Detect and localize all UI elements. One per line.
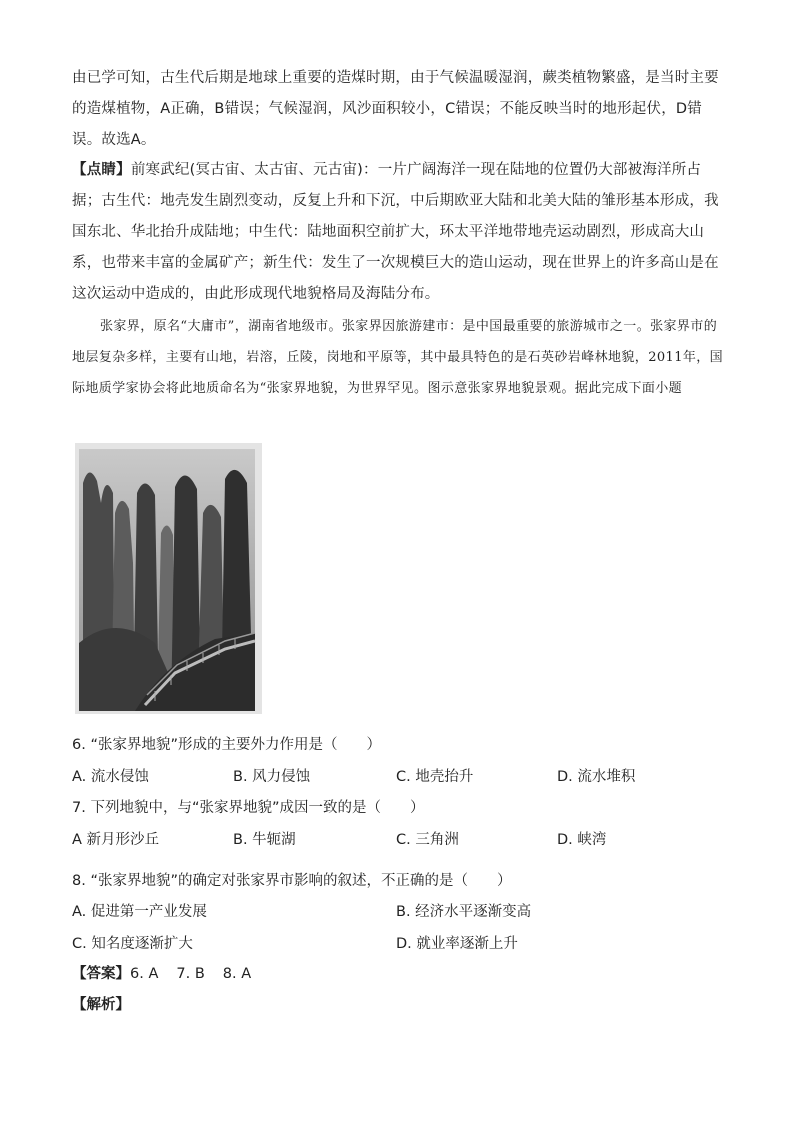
question-7-option-d[interactable]: D. 峡湾 (557, 832, 607, 848)
landscape-photo-icon (75, 443, 262, 714)
question-8-option-c[interactable]: C. 知名度逐渐扩大 (72, 936, 193, 952)
question-6-option-d[interactable]: D. 流水堆积 (557, 769, 636, 785)
question-8-option-a[interactable]: A. 促进第一产业发展 (72, 904, 207, 920)
tip-text: 前寒武纪(冥古宙、太古宙、元古宙)：一片广阔海洋一现在陆地的位置仍大部被海洋所占据；古生代：地壳发生剧烈变动，反复上升和下沉，中后期欧亚大陆和北美大陆的雏形基本形成，我国东北、华北抬升成陆地；中生代：陆地面积空前扩大，环太平洋地带地壳运动剧烈，形成高大山系，也带来丰富的金属矿产；新生代：发生了一次规模巨大的造山运动，现在世界上的许多高山是在这次运动中造成的，由此形成现代地貌格局及海陆分布。 (72, 162, 719, 302)
question-6-option-b[interactable]: B. 风力侵蚀 (233, 769, 311, 785)
answer-7: 7. B (176, 966, 205, 982)
zhangjiajie-landscape-photo (75, 443, 262, 714)
tip-label: 【点睛】 (72, 162, 131, 178)
answer-6: 6. A (130, 966, 159, 982)
answer-line (72, 962, 251, 983)
question-6-option-c[interactable]: C. 地壳抬升 (396, 769, 474, 785)
analysis-label: 【解析】 (72, 997, 130, 1013)
question-7-option-a[interactable]: A 新月形沙丘 (72, 832, 160, 848)
question-6-option-a[interactable]: A. 流水侵蚀 (72, 769, 149, 785)
question-8-option-b[interactable]: B. 经济水平逐渐变高 (396, 904, 532, 920)
question-7-option-c[interactable]: C. 三角洲 (396, 832, 459, 848)
question-6-stem: 6. “张家界地貌”形成的主要外力作用是（ ） (72, 737, 381, 753)
question-7-option-b[interactable]: B. 牛轭湖 (233, 832, 296, 848)
answer-label: 【答案】 (72, 966, 130, 982)
explanation-paragraph: 由已学可知，古生代后期是地球上重要的造煤时期，由于气候温暖湿润，蕨类植物繁盛，是当时主要的造煤植物，A正确，B错误；气候湿润，风沙面积较小，C错误；不能反映当时的地形起伏，D错误。故选A。 (72, 70, 719, 148)
answer-8: 8. A (222, 966, 252, 982)
tip-paragraph (72, 155, 724, 310)
question-8-option-d[interactable]: D. 就业率逐渐上升 (396, 936, 518, 952)
question-8-stem: 8. “张家界地貌”的确定对张家界市影响的叙述，不正确的是（ ） (72, 873, 512, 889)
question-7-stem: 7. 下列地貌中，与“张家界地貌”成因一致的是（ ） (72, 800, 425, 816)
question-intro: 张家界，原名“大庸市”，湖南省地级市。张家界因旅游建市：是中国最重要的旅游城市之一。张家界市的地层复杂多样，主要有山地，岩溶，丘陵，岗地和平原等，其中最具特色的是石英砂岩峰林地貌，2011年，国际地质学家协会将此地质命名为“张家界地貌，为世界罕见。图示意张家界地貌景观。据此完成下面小题 (72, 319, 724, 396)
